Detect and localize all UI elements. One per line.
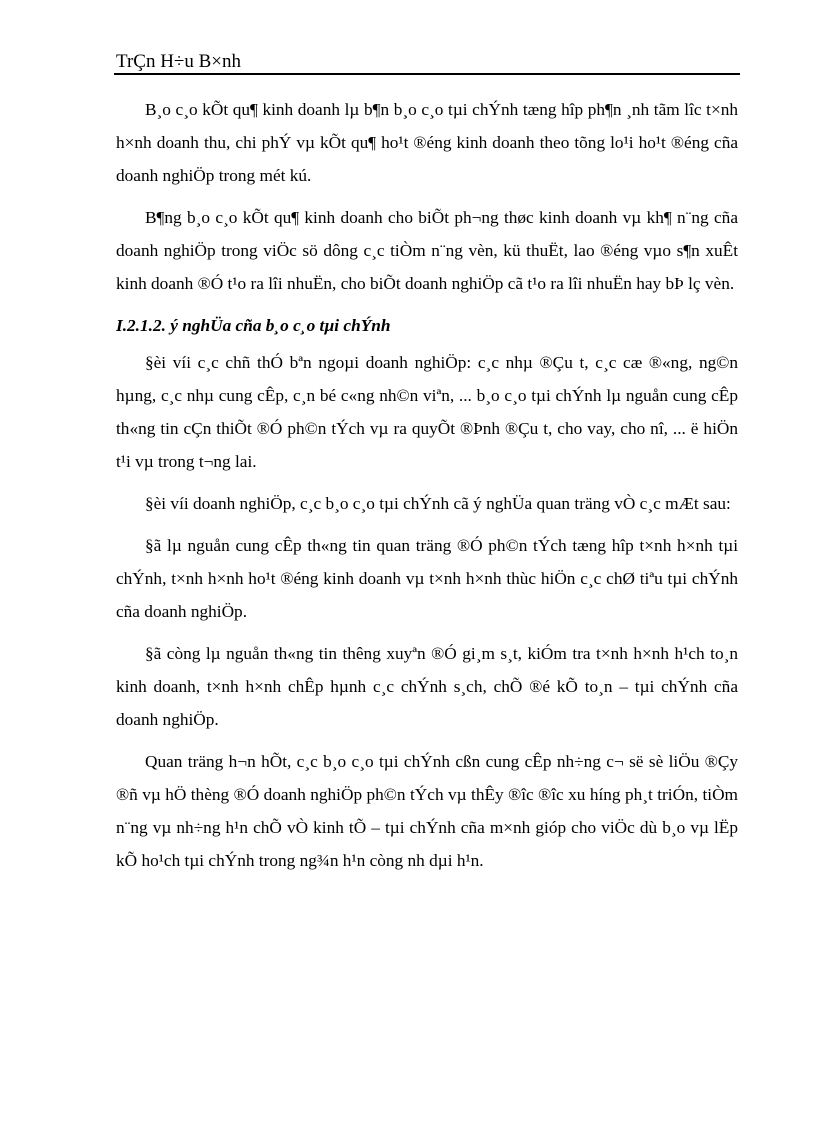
paragraph: B¶ng b¸o c¸o kÕt qu¶ kinh doanh cho biÕt ph¬ng thøc kinh doanh vµ kh¶ n¨ng cña doanh nghiÖp trong viÖc sö dông c¸c tiÒm n¨ng vèn, kü thuËt, lao ®éng vµo s¶n xuÊt kinh doanh ®Ó t¹o ra lîi nhuËn, cho biÕt doanh nghiÖp cã t¹o ra lîi nhuËn hay bÞ lç vèn. bbox=[116, 208, 738, 293]
section-heading: I.2.1.2. ý nghÜa cña b¸o c¸o tµi chÝnh bbox=[116, 316, 391, 335]
paragraph: §èi víi doanh nghiÖp, c¸c b¸o c¸o tµi chÝnh cã ý nghÜa quan träng vÒ c¸c mÆt sau: bbox=[145, 494, 731, 513]
header-divider bbox=[114, 73, 740, 75]
page-header: TrÇn H÷u B×nh bbox=[116, 51, 241, 72]
paragraph: §ã còng lµ nguån th«ng tin thêng xuyªn ®Ó gi¸m s¸t, kiÓm tra t×nh h×nh h¹ch to¸n kinh doanh, t×nh h×nh chÊp hµnh c¸c chÝnh s¸ch, chÕ ®é kÕ to¸n – tµi chÝnh cña doanh nghiÖp. bbox=[116, 644, 738, 729]
paragraph: §ã lµ nguån cung cÊp th«ng tin quan träng ®Ó ph©n tÝch tæng hîp t×nh h×nh tµi chÝnh, t×nh h×nh ho¹t ®éng kinh doanh vµ t×nh h×nh thùc hiÖn c¸c chØ tiªu tµi chÝnh cña doanh nghiÖp. bbox=[116, 536, 738, 621]
paragraph: §èi víi c¸c chñ thÓ bªn ngoµi doanh nghiÖp: c¸c nhµ ®Çu t, c¸c cæ ®«ng, ng©n hµng, c¸c nhµ cung cÊp, c¸n bé c«ng nh©n viªn, ... b¸o c¸o tµi chÝnh lµ nguån cung cÊp th«ng tin cÇn thiÕt ®Ó ph©n tÝch vµ ra quyÕt ®Þnh ®Çu t, cho vay, cho nî, ... ë hiÖn t¹i vµ trong t¬ng lai. bbox=[116, 353, 738, 471]
paragraph: Quan träng h¬n hÕt, c¸c b¸o c¸o tµi chÝnh cßn cung cÊp nh÷ng c¬ së sè liÖu ®Çy ®ñ vµ hÖ thèng ®Ó doanh nghiÖp ph©n tÝch vµ thÊy ®îc ®îc xu híng ph¸t triÓn, tiÒm n¨ng vµ nh÷ng h¹n chÕ vÒ kinh tÕ – tµi chÝnh cña m×nh gióp cho viÖc dù b¸o vµ lËp kÕ ho¹ch tµi chÝnh trong ng¾n h¹n còng nh dµi h¹n. bbox=[116, 752, 738, 870]
paragraph: B¸o c¸o kÕt qu¶ kinh doanh lµ b¶n b¸o c¸o tµi chÝnh tæng hîp ph¶n ¸nh tãm lîc t×nh h×nh doanh thu, chi phÝ vµ kÕt qu¶ ho¹t ®éng kinh doanh theo tõng lo¹i ho¹t ®éng cña doanh nghiÖp trong mét kú. bbox=[116, 100, 738, 185]
body-text bbox=[116, 93, 738, 886]
